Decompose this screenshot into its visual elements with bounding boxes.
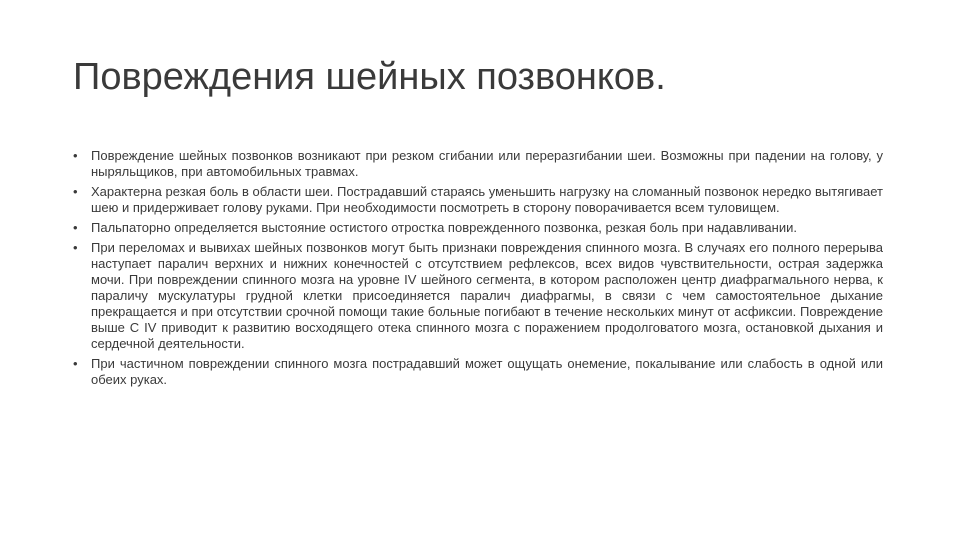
bullet-text: При частичном повреждении спинного мозга пострадавший может ощущать онемение, покалывание или слабость в одной или обеих руках. [91,356,883,387]
bullet-item [73,184,883,216]
bullet-text: Пальпаторно определяется выстояние остистого отростка поврежденного позвонка, резкая боль при надавливании. [91,220,797,235]
bullet-text: Повреждение шейных позвонков возникают при резком сгибании или переразгибании шеи. Возможны при падении на голову, у ныряльщиков, при автомобильных травмах. [91,148,883,179]
bullet-dot-icon: • [73,240,78,255]
bullet-text: Характерна резкая боль в области шеи. Пострадавший стараясь уменьшить нагрузку на сломанный позвонок нередко вытягивает шею и придерживает голову руками. При необходимости посмотреть в сторону поворачивается всем туловищем. [91,184,883,215]
bullet-dot-icon: • [73,356,78,371]
bullet-dot-icon: • [73,220,78,235]
bullet-list [73,148,883,392]
bullet-text: При переломах и вывихах шейных позвонков могут быть признаки повреждения спинного мозга. В случаях его полного перерыва наступает паралич верхних и нижних конечностей с отсутствием рефлексов, всех видов чувствительности, острая задержка мочи. При повреждении спинного мозга на уровне IV шейного сегмента, в котором расположен центр диафрагмального нерва, к параличу мускулатуры грудной клетки присоединяется паралич диафрагмы, в связи с чем самостоятельное дыхание прекращается и при отсутствии срочной помощи такие больные погибают в течение нескольких минут от асфиксии. Повреждение выше С IV приводит к развитию восходящего отека спинного мозга с поражением продолговатого мозга, остановкой дыхания и сердечной деятельности. [91,240,883,351]
bullet-item [73,148,883,180]
bullet-item [73,240,883,352]
slide-title: Повреждения шейных позвонков. [73,56,666,98]
bullet-item [73,356,883,388]
bullet-item [73,220,883,236]
bullet-dot-icon: • [73,148,78,163]
bullet-dot-icon: • [73,184,78,199]
